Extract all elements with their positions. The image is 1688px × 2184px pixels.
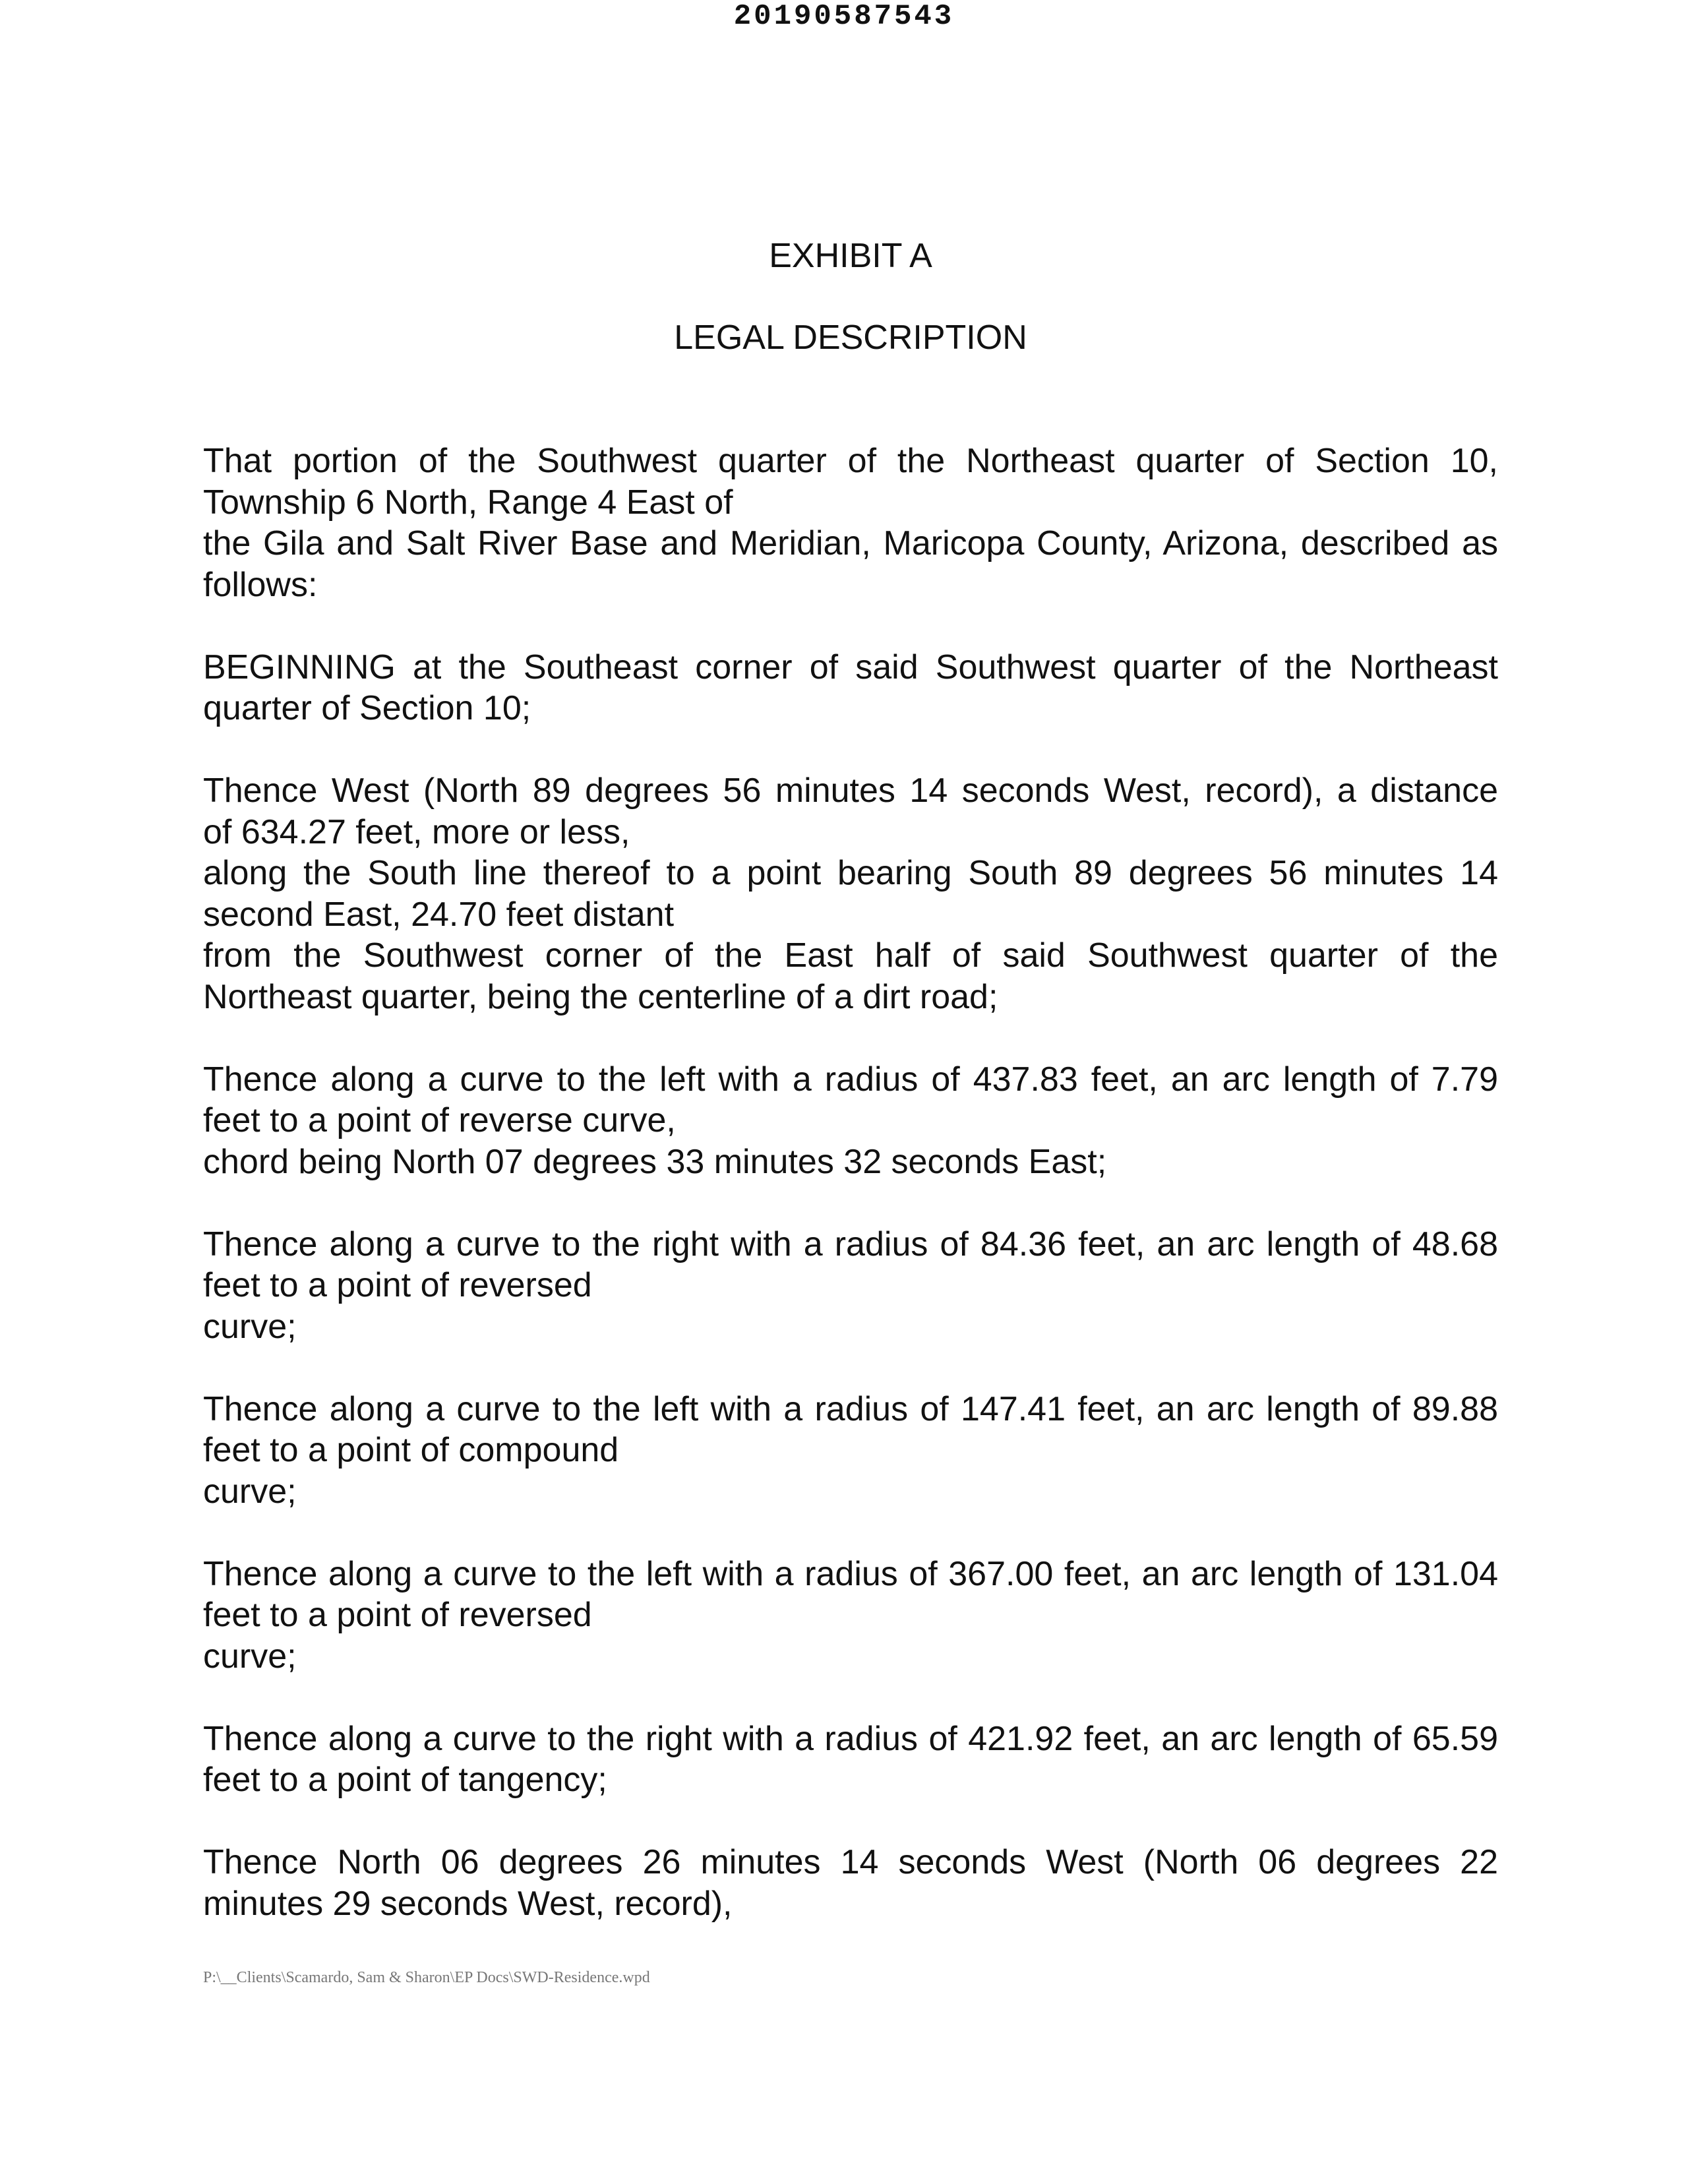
- text-line: chord being North 07 degrees 33 minutes 32 seconds East;: [203, 1142, 1107, 1181]
- text-line: BEGINNING at the Southeast corner of said Southwest quarter of the Northeast: [203, 648, 1498, 686]
- paragraph-curve-4: [203, 1554, 1498, 1678]
- text-line: minutes 29 seconds West, record),: [203, 1884, 733, 1923]
- text-line: Township 6 North, Range 4 East of: [203, 483, 733, 522]
- paragraph-curve-2: [203, 1224, 1498, 1348]
- text-line: feet to a point of reversed: [203, 1266, 592, 1304]
- text-line: second East, 24.70 feet distant: [203, 895, 675, 934]
- document-number: 20190587543: [733, 0, 955, 33]
- paragraph-beginning: [203, 647, 1498, 729]
- paragraph-thence-north: [203, 1842, 1498, 1924]
- text-line: feet to a point of reverse curve,: [203, 1101, 676, 1139]
- paragraph-curve-1: [203, 1059, 1498, 1183]
- text-line: Thence West (North 89 degrees 56 minutes 14 seconds West, record), a distance: [203, 772, 1498, 810]
- text-line: of 634.27 feet, more or less,: [203, 812, 630, 851]
- text-line: curve;: [203, 1307, 297, 1346]
- text-line: Thence North 06 degrees 26 minutes 14 seconds West (North 06 degrees 22: [203, 1843, 1498, 1881]
- text-line: along the South line thereof to a point bearing South 89 degrees 56 minutes 14: [203, 854, 1498, 892]
- text-line: curve;: [203, 1472, 297, 1511]
- text-line: from the Southwest corner of the East half of said Southwest quarter of the: [203, 936, 1498, 975]
- text-line: quarter of Section 10;: [203, 689, 531, 727]
- paragraph-curve-3: [203, 1389, 1498, 1513]
- text-line: feet to a point of compound: [203, 1431, 619, 1469]
- text-line: follows:: [203, 565, 318, 604]
- text-line: Thence along a curve to the left with a radius of 437.83 feet, an arc length of 7.79: [203, 1060, 1498, 1099]
- text-line: Thence along a curve to the left with a radius of 147.41 feet, an arc length of 89.88: [203, 1389, 1498, 1428]
- text-line: the Gila and Salt River Base and Meridian, Maricopa County, Arizona, described as: [203, 524, 1498, 562]
- text-line: feet to a point of tangency;: [203, 1761, 607, 1799]
- paragraph-curve-5: [203, 1718, 1498, 1801]
- text-line: That portion of the Southwest quarter of the Northeast quarter of Section 10,: [203, 442, 1498, 480]
- legal-description-body: [203, 440, 1498, 1966]
- text-line: curve;: [203, 1637, 297, 1676]
- text-line: Thence along a curve to the right with a radius of 84.36 feet, an arc length of 48.68: [203, 1225, 1498, 1263]
- footer-file-path: P:\__Clients\Scamardo, Sam & Sharon\EP Docs\SWD-Residence.wpd: [203, 1969, 650, 1986]
- text-line: Thence along a curve to the left with a radius of 367.00 feet, an arc length of 131.04: [203, 1554, 1498, 1593]
- text-line: Northeast quarter, being the centerline of a dirt road;: [203, 977, 998, 1016]
- paragraph-thence-west: [203, 770, 1498, 1017]
- text-line: feet to a point of reversed: [203, 1596, 592, 1634]
- legal-description-heading: LEGAL DESCRIPTION: [674, 318, 1027, 357]
- paragraph-intro: [203, 440, 1498, 605]
- text-line: Thence along a curve to the right with a radius of 421.92 feet, an arc length of 65.59: [203, 1719, 1498, 1758]
- exhibit-title: EXHIBIT A: [769, 237, 932, 275]
